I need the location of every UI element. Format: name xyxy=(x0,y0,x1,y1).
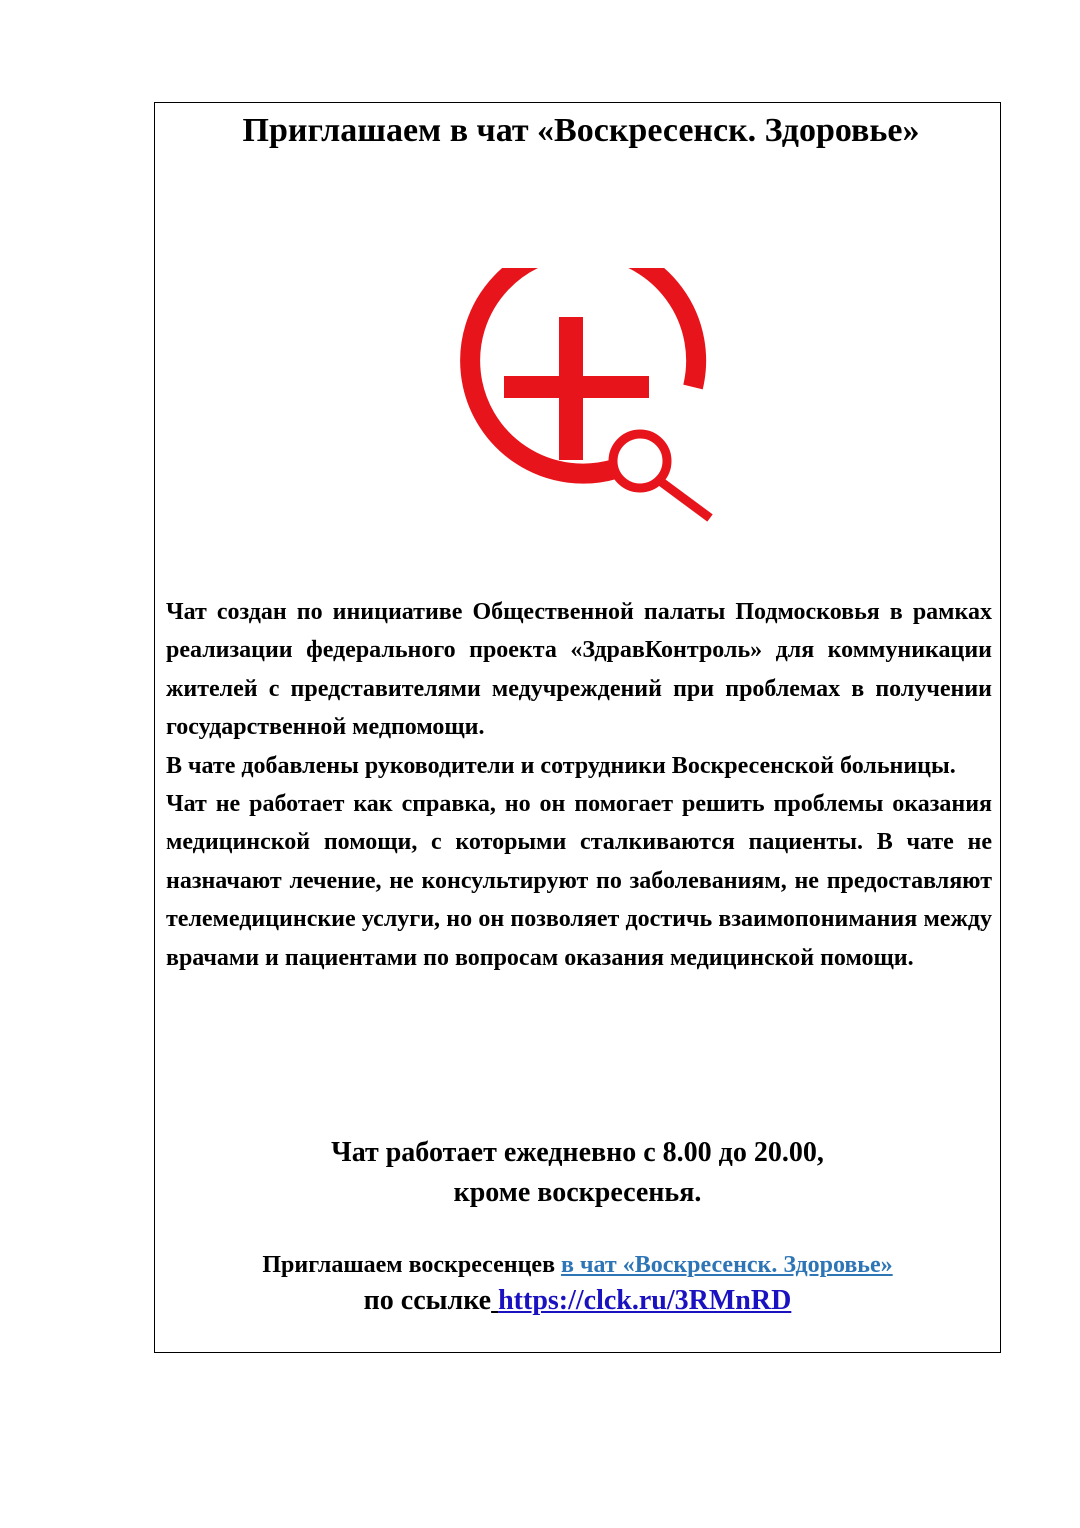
invite-line-2 xyxy=(154,1283,1001,1319)
description-paragraph-2: В чате добавлены руководители и сотрудники Воскресенской больницы. xyxy=(166,752,956,779)
chat-link[interactable]: в чат «Воскресенск. Здоровье» xyxy=(561,1252,893,1278)
description-paragraph-3: Чат не работает как справка, но он помогает решить проблемы оказания медицинской помощи, с которыми сталкиваются пациенты. В чате не назначают лечение, не консультируют по заболеваниям, не предоставляют телемедицинские услуги, но он позволяет достичь взаимопонимания между врачами и пациентами по вопросам оказания медицинской помощи. xyxy=(166,791,992,971)
schedule-line-2: кроме воскресенья. xyxy=(453,1177,702,1208)
description-text xyxy=(166,593,992,977)
invite-line-1 xyxy=(154,1247,1001,1283)
url-link[interactable]: https://clck.ru/3RMnRD xyxy=(498,1285,792,1316)
page-title: Приглашаем в чат «Воскресенск. Здоровье» xyxy=(242,112,920,149)
description-paragraph-1: Чат создан по инициативе Общественной палаты Подмосковья в рамках реализации федерального проекта «ЗдравКонтроль» для коммуникации жителей с представителями медучреждений при проблемах в получении государственной медпомощи. xyxy=(166,599,992,741)
by-link-label: по ссылке xyxy=(363,1285,492,1316)
invite-block xyxy=(154,1247,1001,1319)
schedule-block xyxy=(154,1133,1001,1213)
schedule-line-1: Чат работает ежедневно с 8.00 до 20.00, xyxy=(331,1137,824,1168)
invite-prefix: Приглашаем воскресенцев xyxy=(262,1252,562,1278)
medical-search-icon xyxy=(455,268,725,530)
